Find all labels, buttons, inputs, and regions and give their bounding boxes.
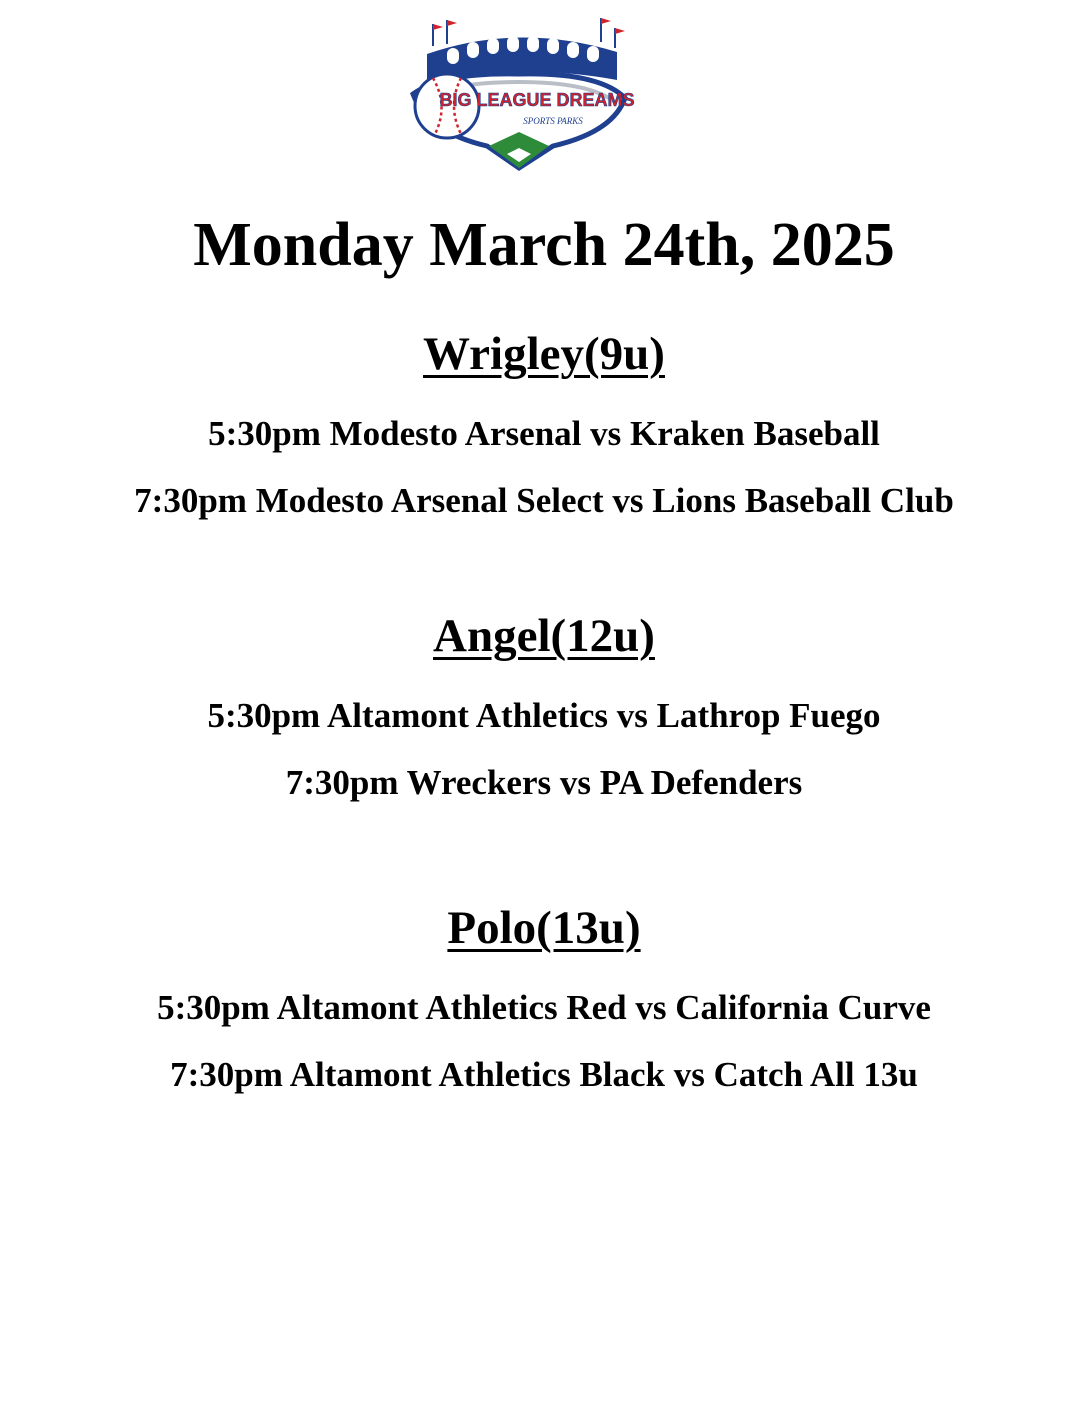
game-line: 7:30pm Altamont Athletics Black vs Catch All 13u — [170, 1055, 918, 1094]
svg-text:SPORTS PARKS: SPORTS PARKS — [523, 116, 583, 126]
field-heading-text: Wrigley(9u) — [423, 328, 665, 380]
field-section-angel — [0, 608, 1088, 816]
logo-graphic — [403, 14, 635, 174]
game-line: 7:30pm Wreckers vs PA Defenders — [285, 763, 803, 802]
field-section-polo — [0, 900, 1088, 1108]
game-list — [0, 400, 1088, 534]
field-heading-text: Polo(13u) — [447, 902, 641, 954]
game-line: 7:30pm Modesto Arsenal Select vs Lions Baseball Club — [134, 481, 954, 520]
field-section-wrigley — [0, 326, 1088, 534]
field-heading — [0, 900, 1088, 956]
game-line: 5:30pm Altamont Athletics Red vs California Curve — [157, 988, 931, 1027]
big-league-dreams-logo — [403, 14, 635, 174]
game-list — [0, 974, 1088, 1108]
page-title: Monday March 24th, 2025 — [193, 211, 895, 279]
field-heading — [0, 608, 1088, 664]
field-heading-text: Angel(12u) — [433, 610, 655, 662]
game-list — [0, 682, 1088, 816]
field-heading — [0, 326, 1088, 382]
game-line: 5:30pm Modesto Arsenal vs Kraken Baseball — [208, 414, 880, 453]
game-line: 5:30pm Altamont Athletics vs Lathrop Fuego — [207, 696, 881, 735]
svg-text:BIG LEAGUE DREAMS: BIG LEAGUE DREAMS — [439, 90, 635, 110]
